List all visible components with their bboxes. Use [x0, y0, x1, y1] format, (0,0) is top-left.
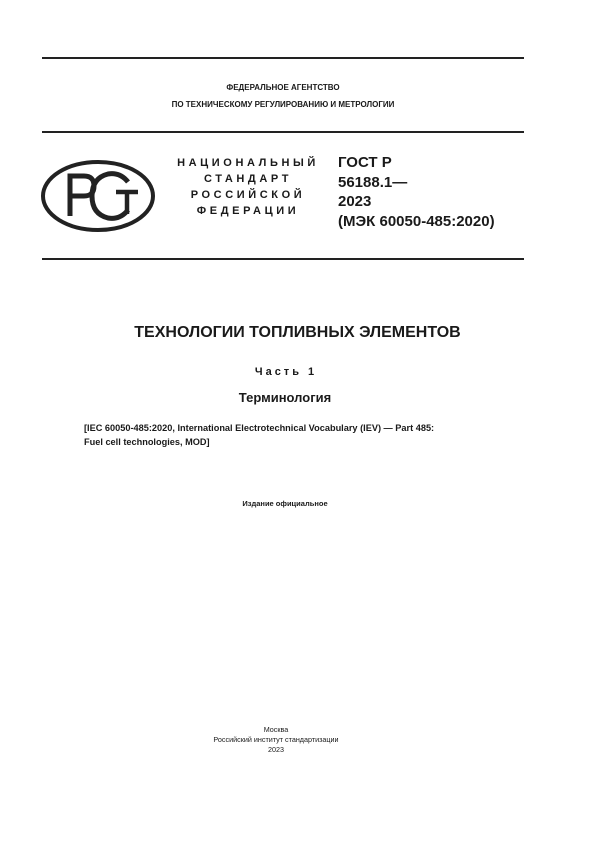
rst-logo-icon [40, 158, 158, 234]
designation-line2: 56188.1— [338, 173, 408, 191]
national-standard-block [168, 155, 328, 219]
designation-line3: 2023 [338, 193, 372, 210]
edition-label: Издание официальное [242, 499, 328, 508]
agency-name-line2: ПО ТЕХНИЧЕСКОМУ РЕГУЛИРОВАНИЮ И МЕТРОЛОГИИ [171, 100, 395, 109]
standard-line4: ФЕДЕРАЦИИ [196, 205, 300, 217]
standard-line1: НАЦИОНАЛЬНЫЙ [177, 157, 319, 169]
top-rule [42, 57, 524, 59]
part-number: Часть 1 [254, 366, 318, 378]
footer-publisher: Российский институт стандартизации [213, 735, 339, 744]
designation-line4: (МЭК 60050-485:2020) [338, 212, 495, 230]
standard-designation [338, 153, 495, 231]
document-title: ТЕХНОЛОГИИ ТОПЛИВНЫХ ЭЛЕМЕНТОВ [134, 324, 461, 341]
header-rule [42, 131, 524, 133]
standard-line3: РОССИЙСКОЙ [190, 189, 306, 201]
designation-rule [42, 258, 524, 260]
iec-reference-line1: [IEC 60050-485:2020, International Electrotechnical Vocabulary (IEV) — Part 485: [84, 423, 435, 433]
standard-line2: СТАНДАРТ [203, 173, 293, 185]
designation-line1: ГОСТ Р [338, 154, 392, 171]
document-subtitle: Терминология [238, 390, 332, 405]
agency-name-line1: ФЕДЕРАЛЬНОЕ АГЕНТСТВО [226, 83, 340, 92]
footer-city: Москва [263, 725, 289, 734]
footer-year: 2023 [268, 745, 284, 754]
iec-reference [84, 421, 524, 449]
iec-reference-line2: Fuel cell technologies, MOD] [84, 437, 210, 447]
